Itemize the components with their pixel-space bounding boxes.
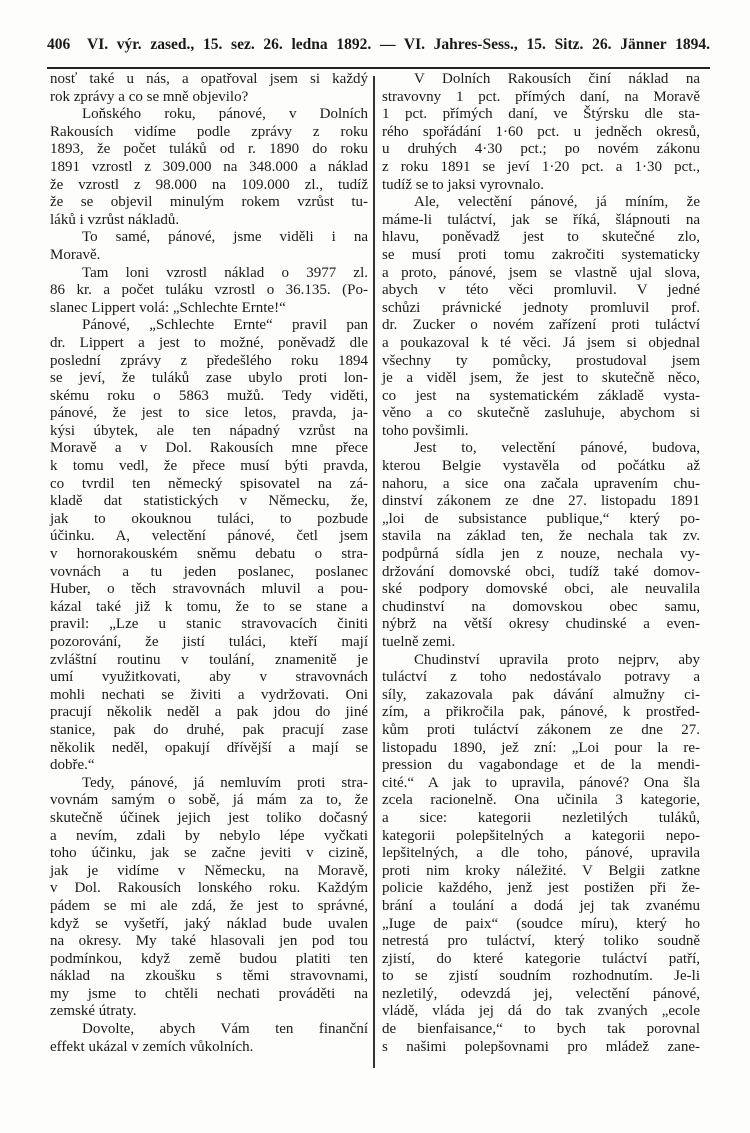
- text-line: podmínkou, když země budou platiti ten: [50, 950, 368, 967]
- text-line: se jeví, že tuláků zase ubylo proti lon-: [50, 370, 368, 387]
- text-line: stanice, pak do druhé, pak pracují zase: [50, 721, 368, 738]
- text-line: podpůrná sídla jen z nouze, nechala vy-: [382, 546, 700, 563]
- text-line: síly, zakazovala pak dávání almužny ci-: [382, 686, 700, 703]
- paragraph: [382, 71, 700, 194]
- text-line: tuelně zemi.: [382, 634, 456, 650]
- page-header: [47, 36, 710, 60]
- text-line: skému roku o 5863 mužů. Tedy viděti,: [50, 387, 368, 404]
- text-line: 1891 vzrostl z 309.000 na 348.000 a náklad: [50, 158, 368, 175]
- text-line: Ale, velectění pánové, já míním, že: [414, 194, 700, 211]
- text-line: my jsme to chtěli nechati prováděti na: [50, 985, 368, 1002]
- text-line: Moravě a v Dol. Rakousích mne přece: [50, 440, 368, 457]
- text-line: vovnách a tu jeden poslanec, poslanec: [50, 563, 368, 580]
- text-line: nosť také u nás, a opatřoval jsem si každý: [50, 71, 368, 87]
- text-line: co jest na systematickém základě vysta-: [382, 387, 700, 404]
- text-line: Tam loni vzrostl náklad o 3977 zl.: [82, 264, 368, 281]
- text-line: Pánové, „Schlechte Ernte“ pravil pan: [82, 317, 368, 334]
- text-line: se musí proti tomu zakročiti systematicky: [382, 246, 700, 263]
- text-line: Jest to, velectění pánové, budova,: [414, 440, 700, 457]
- text-line: všechny ty pomůcky, prostudoval jsem: [382, 352, 700, 369]
- text-line: dr. Lippert a jest to možné, poněvadž dle: [50, 334, 368, 351]
- text-line: policie každého, jenž jest postižen při že-: [382, 880, 700, 897]
- text-line: skutečně účinek jejich jest toliko dočasný: [50, 809, 368, 826]
- text-line: Chudinství upravila proto nejprv, aby: [414, 651, 700, 668]
- text-line: Loňského roku, pánové, v Dolních: [82, 106, 368, 123]
- paragraph: [50, 265, 368, 318]
- text-line: v Dol. Rakousích lonského roku. Každým: [50, 880, 368, 897]
- text-line: nezletilý, odevzdá jej, velectění pánové,: [382, 985, 700, 1002]
- text-line: a proto, pánové, jsem se vlastně ujal slova,: [382, 264, 700, 281]
- text-line: je a viděl jsem, že jest to skutečně něco,: [382, 370, 700, 387]
- text-line: 1 pct. přímých daní, ve Štýrsku dle sta-: [382, 106, 700, 123]
- text-line: u druhých 4·30 pct.; po novém zákonu: [382, 141, 700, 158]
- text-line: pánové, že jest to sice letos, pravda, ja-: [50, 405, 368, 422]
- text-line: nahoru, a sice ona začala upravením chu-: [382, 475, 700, 492]
- text-line: toho účinku, jak se začne jeviti v cizině,: [50, 845, 368, 862]
- text-line: v hornorakouském sněmu debatu o stra-: [50, 546, 368, 563]
- text-line: pravil: „Lze u stanic stravovacích činiti: [50, 616, 368, 633]
- text-line: účinku. A, velectění pánové, četl jsem: [50, 528, 368, 545]
- text-line: listopadu 1890, jež zní: „Loi pour la re-: [382, 739, 700, 756]
- text-line: rok zprávy a co se mně objevilo?: [50, 88, 249, 105]
- text-line: stavila na základ ten, že nechala tak zv.: [382, 528, 700, 545]
- text-line: když se vyšetří, jaký náklad bude uvalen: [50, 915, 368, 932]
- text-line: abych v této věci promluvil. V jedné: [382, 282, 700, 299]
- text-line: dinství zákonem ze dne 27. listopadu 1891: [382, 493, 700, 510]
- text-line: lepšitelných, a dle toho, pánové, upravila: [382, 845, 700, 862]
- text-line: schůzi právnické jednoty promluvil prof.: [382, 299, 700, 316]
- text-line: stravovny 1 pct. přímých daní, na Moravě: [382, 88, 700, 105]
- text-line: vládě, vláda jej dá do tak zvaných „ecole: [382, 1003, 700, 1020]
- text-line: s našimi polepšovnami pro mládež zane-: [382, 1038, 700, 1055]
- paragraph: [382, 652, 700, 1057]
- text-line: mohli nechati se živiti a vydržovati. Oni: [50, 686, 368, 703]
- text-line: de bienfaisance,“ to bych tak porovnal: [382, 1021, 700, 1038]
- column-divider: [373, 76, 375, 1068]
- text-line: kategorii polepšitelných a kategorii nepo-: [382, 827, 700, 844]
- text-line: že se objevil minulým rokem vzrůst tu-: [50, 194, 368, 211]
- text-line: že vzrostl z 98.000 na 109.000 zl., tudíž: [50, 176, 368, 193]
- text-line: slanec Lippert volá: „Schlechte Ernte!“: [50, 299, 286, 316]
- text-line: 86 kr. a počet tuláku vzrostl o 36.135. (Po-: [50, 282, 368, 299]
- text-line: vovnám samým o sobě, já mám za to, že: [50, 792, 368, 809]
- text-line: to se zjistí soudním rozhodnutím. Je-li: [382, 968, 700, 985]
- text-line: zvláštní routinu v toulání, znamenitě je: [50, 651, 368, 668]
- text-line: pression du vagabondage et de la mendi-: [382, 757, 700, 774]
- text-line: Dovolte, abych Vám ten finanční: [82, 1021, 368, 1038]
- text-line: Huber, o těch stravovnách mluvil a pou-: [50, 581, 368, 598]
- running-title: VI. výr. zased., 15. sez. 26. ledna 1892. — VI. Jahres-Sess., 15. Sitz. 26. Jänner 1894.: [87, 36, 710, 53]
- paragraph: [50, 229, 368, 264]
- text-line: Rakousích vidíme podle zprávy z roku: [50, 123, 368, 140]
- text-line: ské podpory domovské obci, ale neuvalila: [382, 581, 700, 598]
- text-line: máme-li tuláctví, jak se říká, šlápnouti na: [382, 211, 700, 228]
- text-line: zjistí, do které kategorie tuláctví patří,: [382, 950, 700, 967]
- text-line: V Dolních Rakousích činí náklad na: [414, 71, 700, 87]
- text-line: rého spořádání 1·60 pct. u jedněch okresů,: [382, 123, 700, 140]
- text-line: k tomu vedl, že přece musí býti pravda,: [50, 458, 368, 475]
- text-line: zím, a přikročila pak, pánové, k prostřed-: [382, 704, 700, 721]
- paragraph: [50, 1021, 368, 1056]
- text-line: kterou Belgie vystavěla od počátku až: [382, 458, 700, 475]
- text-line: brání a toulání a dodá jej tak zvanému: [382, 897, 700, 914]
- page-number: 406: [47, 36, 71, 53]
- text-line: a nevím, zdali by nebylo lépe vyčkati: [50, 827, 368, 844]
- text-line: kům proti tuláctví zákonem ze dne 27.: [382, 721, 700, 738]
- text-line: „loi de subsistance publique,“ který po-: [382, 510, 700, 527]
- text-line: kladě dat statistických v Německu, že,: [50, 493, 368, 510]
- paragraph: [50, 71, 368, 106]
- text-line: pádem se mi ale zdá, že jest to správné,: [50, 897, 368, 914]
- paragraph: [50, 106, 368, 229]
- left-column: [50, 71, 368, 1056]
- text-line: držování domovské obci, tudíž také domov-: [382, 563, 700, 580]
- text-line: pracují několik neděl a pak jdou do jiné: [50, 704, 368, 721]
- text-line: tuláctví z toho nedostávalo potravy a: [382, 669, 700, 686]
- text-line: toho povšimli.: [382, 422, 469, 439]
- text-line: zcela racionelně. Ona učinila 3 kategorie,: [382, 792, 700, 809]
- text-line: cité.“ A jak to upravila, pánové? Ona šla: [382, 774, 700, 791]
- text-line: náklad na zkoušku s těmi stravovnami,: [50, 968, 368, 985]
- text-line: „Iuge de paix“ (soudce míru), který ho: [382, 915, 700, 932]
- text-line: láků i vzrůst nákladů.: [50, 211, 180, 228]
- paragraph: [50, 317, 368, 774]
- paragraph: [382, 194, 700, 440]
- paragraph: [50, 775, 368, 1021]
- text-line: 1893, že počet tuláků od r. 1890 do roku: [50, 141, 368, 158]
- text-line: dr. Zucker o novém zařízení proti tuláctví: [382, 317, 700, 334]
- paragraph: [382, 440, 700, 651]
- text-line: na okresy. My také hlasovali jen pod tou: [50, 933, 368, 950]
- text-line: zemské útraty.: [50, 1003, 137, 1020]
- right-column: [382, 71, 700, 1056]
- text-line: To samé, pánové, jsme viděli i na: [82, 229, 368, 246]
- text-line: z roku 1891 se jeví 1·20 pct. a 1·30 pct.,: [382, 158, 700, 175]
- text-line: kýsi úbytek, ale ten nápadný vzrůst na: [50, 422, 368, 439]
- text-line: tudíž se to jaksi vyrovnalo.: [382, 176, 545, 193]
- text-line: pozorování, že jistí tuláci, kteří mají: [50, 634, 368, 650]
- header-rule: [47, 67, 710, 69]
- text-line: effekt ukázal v zemích vůkolních.: [50, 1038, 254, 1055]
- text-line: jak to okouknou tuláci, to pozbude: [50, 510, 368, 527]
- text-line: nýbrž na větší okresy chudinské a even-: [382, 616, 700, 633]
- text-line: Tedy, pánové, já nemluvím proti stra-: [82, 774, 368, 791]
- text-line: a sice: kategorii nezletilých tuláků,: [382, 809, 700, 826]
- text-line: kázal také již k tomu, že to se stane a: [50, 598, 368, 615]
- text-line: netrestá pro tuláctví, který toliko soudně: [382, 933, 700, 950]
- text-line: proti nim kroky náležité. V Belgii zatkne: [382, 862, 700, 879]
- text-line: několik neděl, opakují dřívější a mají se: [50, 739, 368, 756]
- text-line: a poukazoval k té věci. Já jsem si objednal: [382, 334, 700, 351]
- text-line: poslední zprávy z předešlého roku 1894: [50, 352, 368, 369]
- text-line: umí využitkovati, aby v stravovnách: [50, 669, 368, 686]
- text-line: dobře.“: [50, 757, 95, 774]
- text-line: co tvrdil ten německý spisovatel na zá-: [50, 475, 368, 492]
- text-line: jak je vidíme v Německu, na Moravě,: [50, 862, 368, 879]
- text-line: chudinství na domovskou obec samu,: [382, 598, 700, 615]
- text-line: hlavu, poněvadž jest to skutečné zlo,: [382, 229, 700, 246]
- text-line: věno a co skutečně zasluhuje, abychom si: [382, 405, 700, 422]
- text-line: Moravě.: [50, 246, 101, 263]
